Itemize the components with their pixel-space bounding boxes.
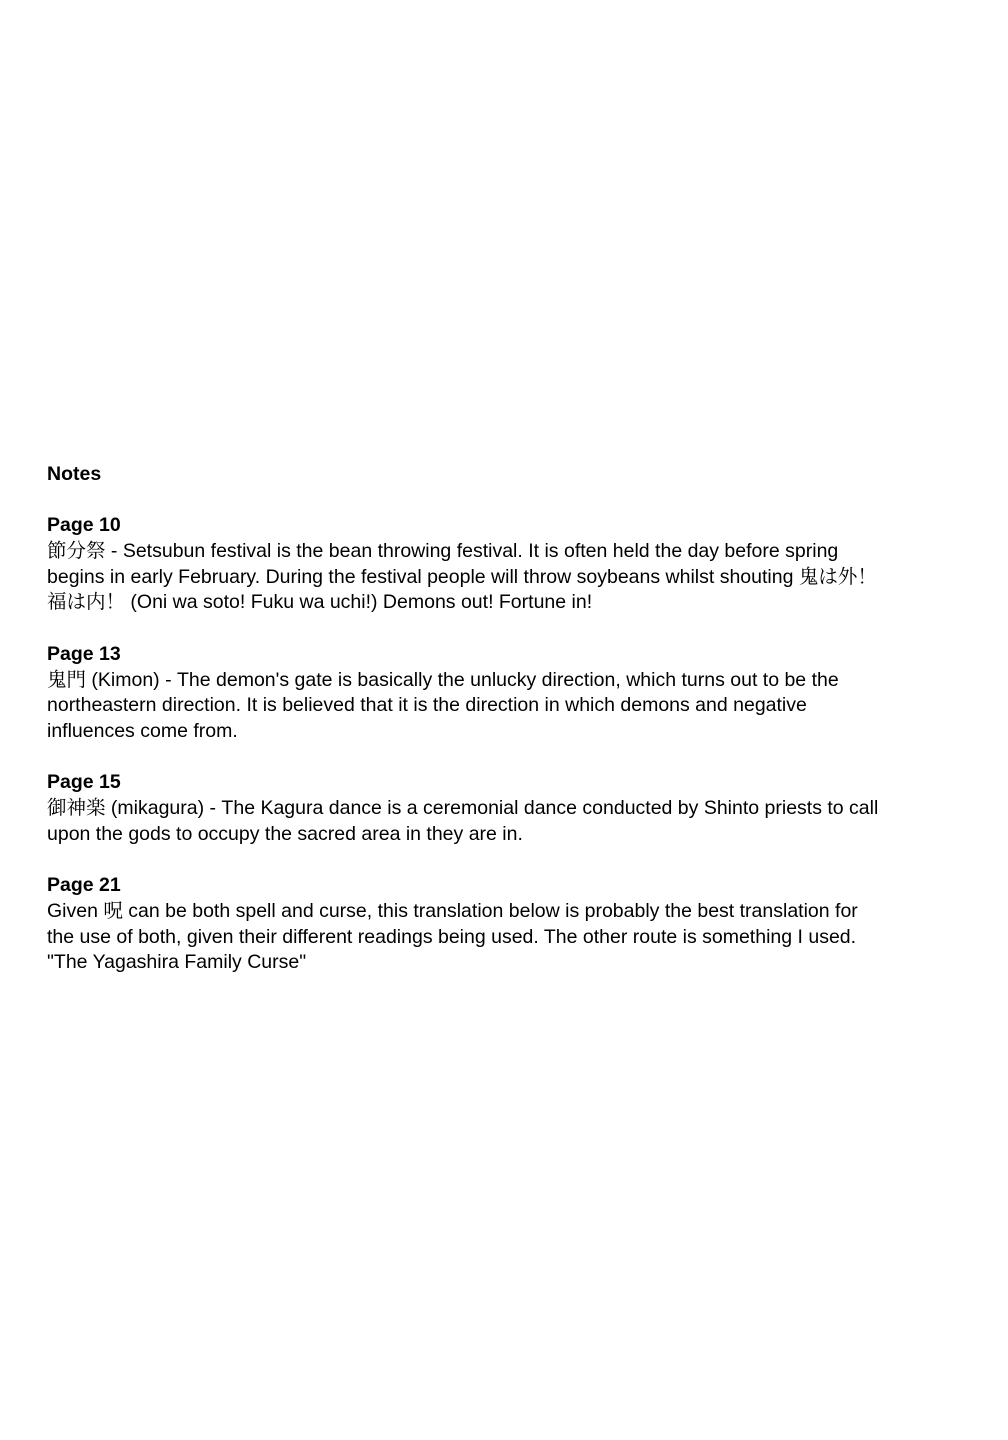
section-line: "The Yagashira Family Curse" [47, 951, 307, 974]
notes-title: Notes [47, 463, 102, 485]
section-line: begins in early February. During the festival people will throw soybeans whilst shouting 鬼は外！ [47, 565, 877, 588]
section-page-21 [47, 873, 967, 976]
section-line: upon the gods to occupy the sacred area in they are in. [47, 822, 523, 845]
section-page-15 [47, 770, 967, 847]
section-heading: Page 15 [47, 771, 121, 794]
section-line: 節分祭 - Setsubun festival is the bean throwing festival. It is often held the day before spring [47, 540, 839, 563]
section-line: 鬼門 (Kimon) - The demon's gate is basically the unlucky direction, which turns out to be the [47, 668, 839, 691]
section-line: Given 呪 can be both spell and curse, this translation below is probably the best translation for [47, 899, 858, 922]
section-line: northeastern direction. It is believed that it is the direction in which demons and negative [47, 694, 807, 717]
section-line: 御神楽 (mikagura) - The Kagura dance is a ceremonial dance conducted by Shinto priests to call [47, 797, 879, 820]
section-page-13 [47, 642, 967, 745]
section-heading: Page 13 [47, 642, 121, 665]
section-line: 福は内！ (Oni wa soto! Fuku wa uchi!) Demons out! Fortune in! [47, 591, 593, 614]
section-heading: Page 21 [47, 874, 121, 897]
notes-page [47, 462, 967, 1002]
section-line: the use of both, given their different readings being used. The other route is something I used. [47, 925, 857, 948]
spacer [47, 488, 967, 514]
section-page-10 [47, 513, 967, 616]
section-heading: Page 10 [47, 514, 121, 537]
section-line: influences come from. [47, 719, 238, 742]
